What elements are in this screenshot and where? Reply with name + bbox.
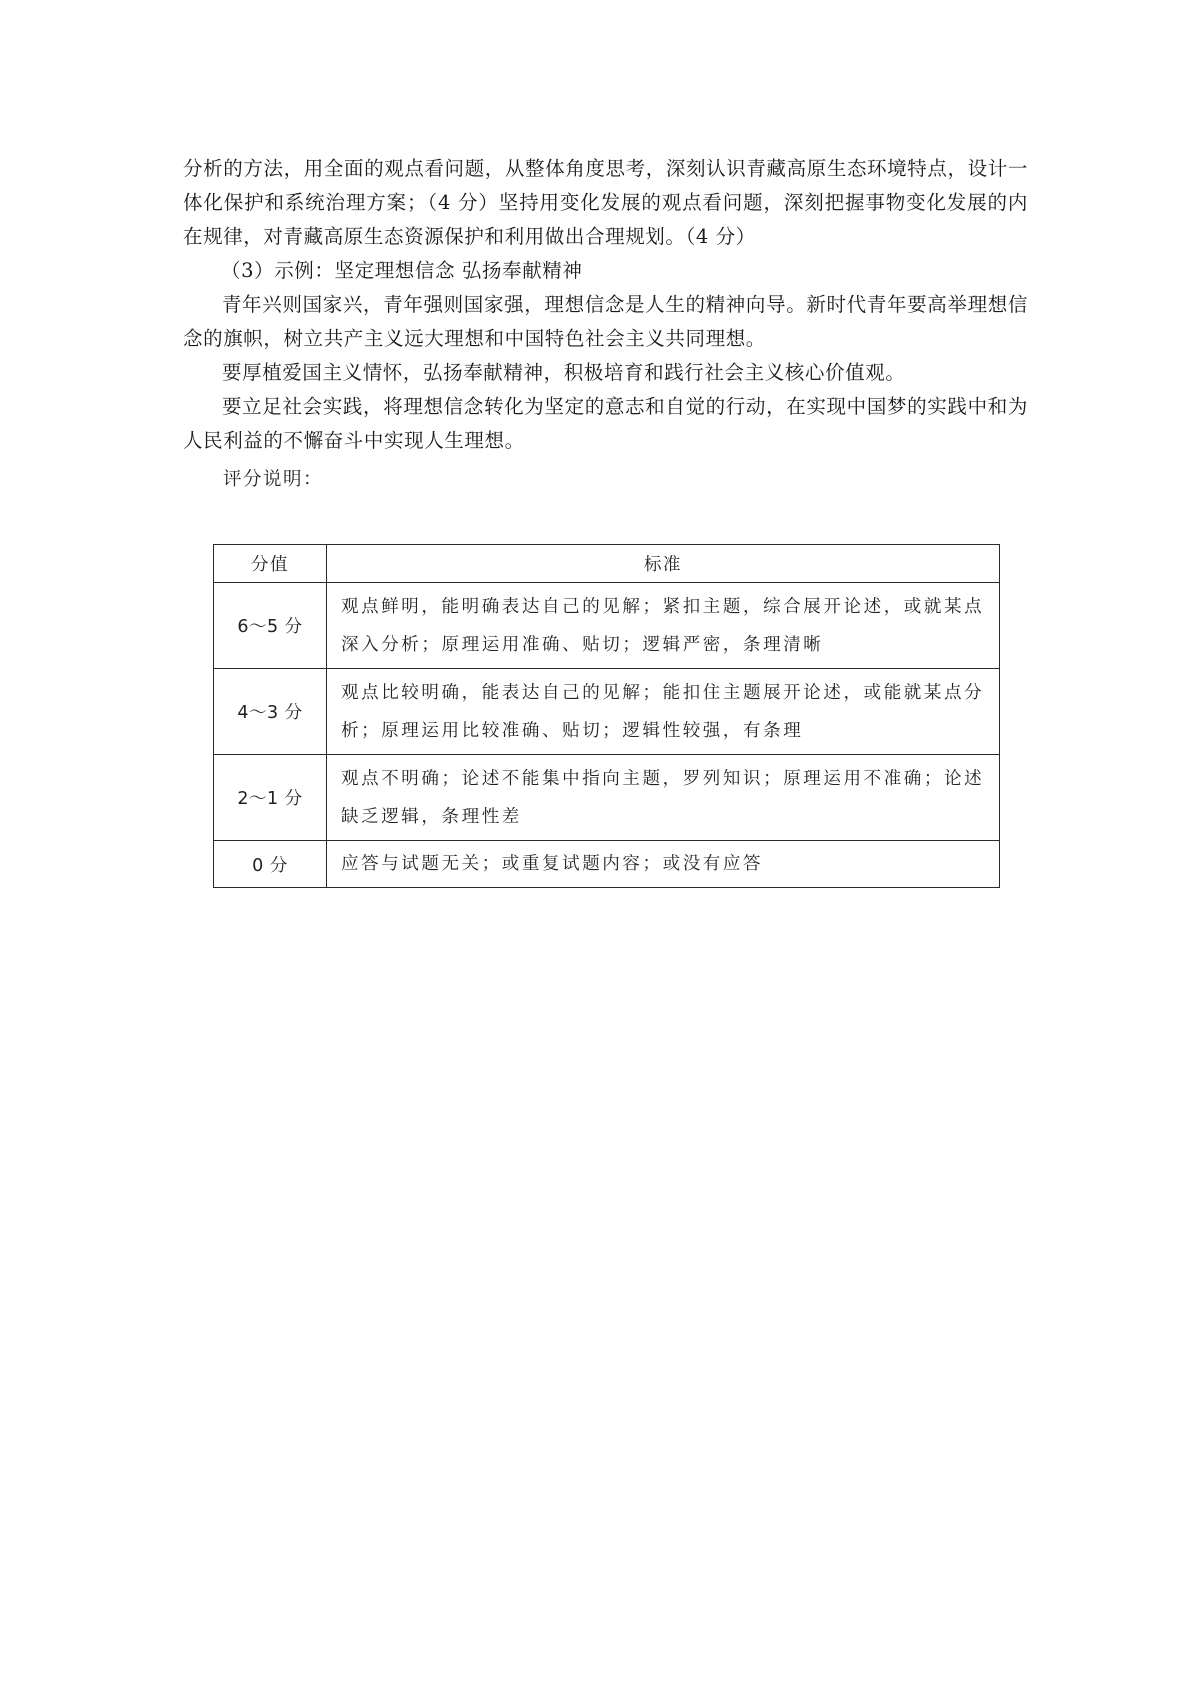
rubric-score: 0 分 (214, 841, 327, 888)
rubric-score: 4～3 分 (214, 669, 327, 755)
rubric-row (214, 755, 1000, 841)
rubric-score: 2～1 分 (214, 755, 327, 841)
answer-paragraph-continuation: 分析的方法，用全面的观点看问题，从整体角度思考，深刻认识青藏高原生态环境特点，设计一体化保护和系统治理方案；（4 分）坚持用变化发展的观点看问题，深刻把握事物变化发展的内在规律，对青藏高原生态资源保护和利用做出合理规划。（4 分） (183, 157, 1028, 248)
answer-paragraph-patriotism: 要厚植爱国主义情怀，弘扬奉献精神，积极培育和践行社会主义核心价值观。 (222, 361, 906, 384)
answer-paragraph-ideals: 青年兴则国家兴，青年强则国家强，理想信念是人生的精神向导。新时代青年要高举理想信念的旗帜，树立共产主义远大理想和中国特色社会主义共同理想。 (183, 293, 1028, 350)
rubric-label: 评分说明： (223, 469, 324, 490)
rubric-row (214, 669, 1000, 755)
rubric-score: 6～5 分 (214, 583, 327, 669)
rubric-header-row (214, 545, 1000, 583)
rubric-table-wrapper (213, 544, 999, 888)
rubric-standard: 观点不明确；论述不能集中指向主题，罗列知识；原理运用不准确；论述缺乏逻辑，条理性差 (327, 755, 1000, 841)
rubric-standard: 观点比较明确，能表达自己的见解；能扣住主题展开论述，或能就某点分析；原理运用比较准确、贴切；逻辑性较强，有条理 (327, 669, 1000, 755)
rubric-row (214, 583, 1000, 669)
answer-text-block (183, 152, 1028, 497)
header-score: 分值 (214, 545, 327, 583)
rubric-row (214, 841, 1000, 888)
rubric-standard: 观点鲜明，能明确表达自己的见解；紧扣主题，综合展开论述，或就某点深入分析；原理运用准确、贴切；逻辑严密，条理清晰 (327, 583, 1000, 669)
rubric-standard: 应答与试题无关；或重复试题内容；或没有应答 (327, 841, 1000, 888)
header-standard: 标准 (327, 545, 1000, 583)
answer-paragraph-practice: 要立足社会实践，将理想信念转化为坚定的意志和自觉的行动，在实现中国梦的实践中和为人民利益的不懈奋斗中实现人生理想。 (183, 395, 1028, 452)
example-heading: （3）示例：坚定理想信念 弘扬奉献精神 (221, 259, 583, 282)
rubric-table (213, 544, 1000, 888)
